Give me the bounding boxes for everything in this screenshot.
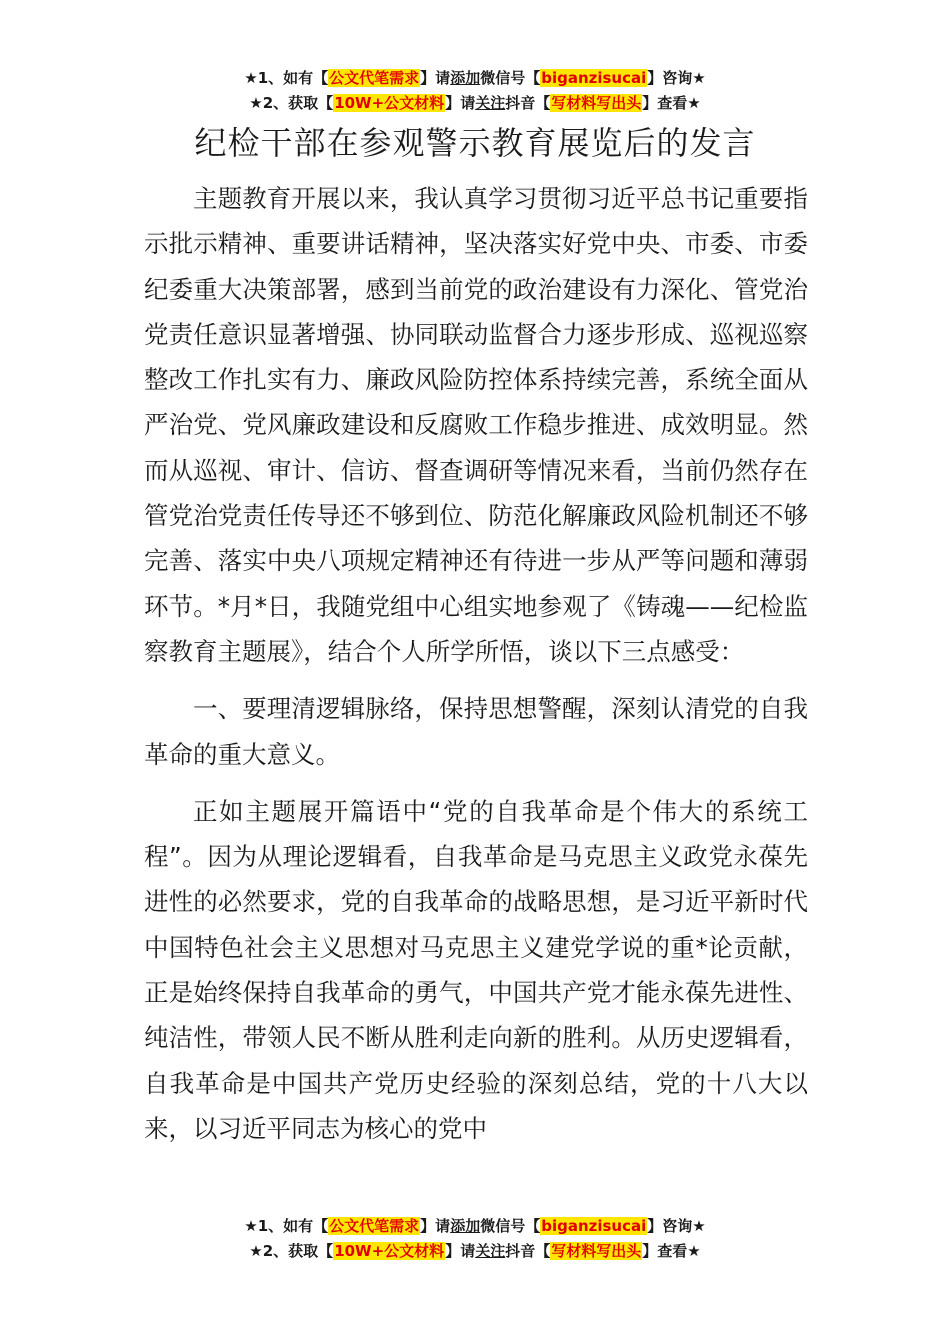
- promo-text: 】请: [445, 94, 476, 112]
- promo-line-1: [0, 1214, 950, 1239]
- promo-text: 】咨询★: [647, 69, 706, 87]
- promo-douyin-account: 写材料写出头: [551, 94, 642, 112]
- document-title: 纪检干部在参观警示教育展览后的发言: [194, 124, 756, 162]
- section-heading: 一、要理清逻辑脉络，保持思想警醒，深刻认清党的自我革命的重大意义。: [144, 694, 808, 769]
- promo-text: ★2、获取【: [249, 1242, 334, 1260]
- body-paragraph: 主题教育开展以来，我认真学习贯彻习近平总书记重要指示批示精神、重要讲话精神，坚决落实好党中央、市委、市委纪委重大决策部署，感到当前党的政治建设有力深化、管党治党责任意识显著增强、协同联动监督合力逐步形成、巡视巡察整改工作扎实有力、廉政风险防控体系持续完善，系统全面从严治党、党风廉政建设和反腐败工作稳步推进、成效明显。然而从巡视、审计、信访、督查调研等情况来看，当前仍然存在管党治党责任传导还不够到位、防范化解廉政风险机制还不够完善、落实中央八项规定精神还有待进一步从严等问题和薄弱环节。*月*日，我随党组中心组实地参观了《铸魂——纪检监察教育主题展》，结合个人所学所悟，谈以下三点感受：: [144, 184, 808, 666]
- promo-line-2: [0, 1239, 950, 1264]
- document-body: [144, 176, 808, 1163]
- footer-promo-banner: [0, 1214, 950, 1264]
- promo-text: ★1、如有【: [244, 1217, 329, 1235]
- promo-emphasis: 关注: [475, 1242, 506, 1260]
- promo-line-1: [0, 66, 950, 91]
- promo-text: 】请: [420, 1217, 451, 1235]
- promo-text: ★1、如有【: [244, 69, 329, 87]
- promo-text: 】查看★: [642, 1242, 701, 1260]
- promo-text: 】请: [420, 69, 451, 87]
- promo-wechat-id: biganzisucai: [541, 69, 647, 87]
- promo-highlight: 10W+公文材料: [334, 1242, 445, 1260]
- promo-text: 】查看★: [642, 94, 701, 112]
- promo-text: 抖音【: [505, 94, 551, 112]
- promo-highlight: 公文代笔需求: [329, 1217, 420, 1235]
- promo-text: ★2、获取【: [249, 94, 334, 112]
- body-paragraph: 正如主题展开篇语中“党的自我革命是个伟大的系统工程”。因为从理论逻辑看，自我革命是马克思主义政党永葆先进性的必然要求，党的自我革命的战略思想，是习近平新时代中国特色社会主义思想对马克思主义建党学说的重*论贡献，正是始终保持自我革命的勇气，中国共产党才能永葆先进性、纯洁性，带领人民不断从胜利走向新的胜利。从历史逻辑看，自我革命是中国共产党历史经验的深刻总结，党的十八大以来，以习近平同志为核心的党中: [144, 796, 808, 1143]
- promo-emphasis: 添加: [450, 1217, 481, 1235]
- promo-text: 微信号【: [480, 69, 541, 87]
- promo-text: 抖音【: [505, 1242, 551, 1260]
- promo-text: 微信号【: [480, 1217, 541, 1235]
- promo-text: 】咨询★: [647, 1217, 706, 1235]
- promo-text: 】请: [445, 1242, 476, 1260]
- promo-douyin-account: 写材料写出头: [551, 1242, 642, 1260]
- promo-highlight: 公文代笔需求: [329, 69, 420, 87]
- promo-emphasis: 关注: [475, 94, 506, 112]
- promo-highlight: 10W+公文材料: [334, 94, 445, 112]
- promo-line-2: [0, 91, 950, 116]
- promo-emphasis: 添加: [450, 69, 481, 87]
- header-promo-banner: [0, 66, 950, 116]
- promo-wechat-id: biganzisucai: [541, 1217, 647, 1235]
